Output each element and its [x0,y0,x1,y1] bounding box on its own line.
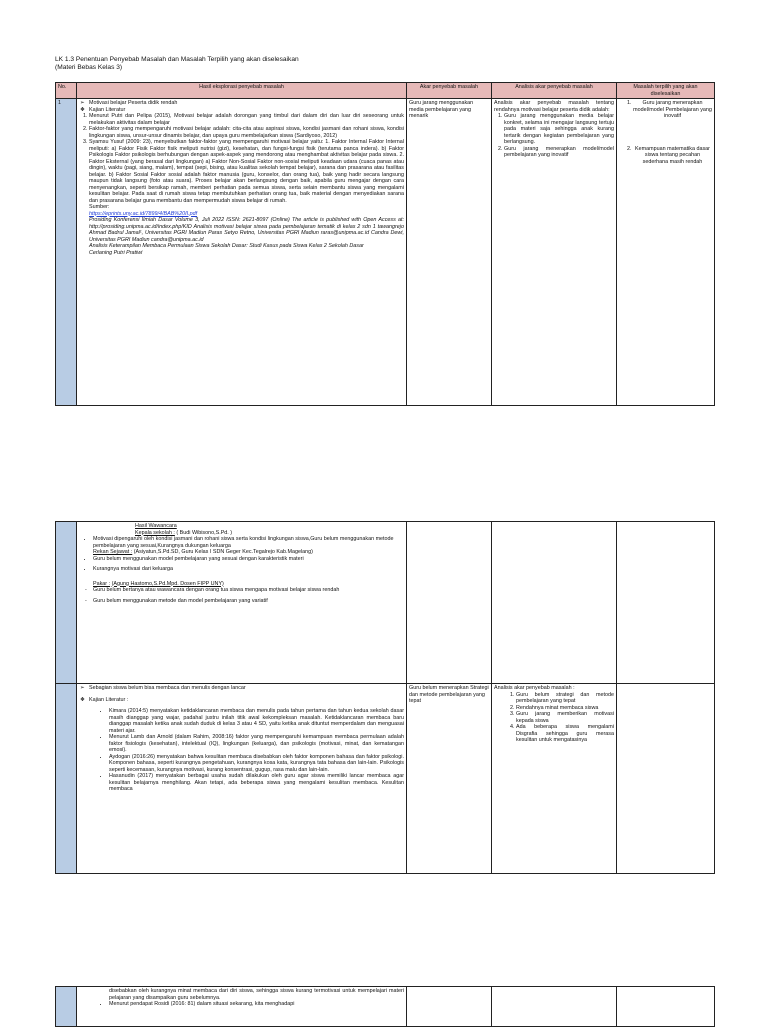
literature-point: • Menurut pendapat Rosidi (2016: 81) dalam situasi sekarang, kita menghadapi [109,1001,404,1008]
prosiding-text: Prosiding Konferensi Ilmiah Dasar Volume 3, Juli 2022 ISSN: 2621-8097 (Online) The article is published with Open Access at: http://prosiding.unipma.ac.id/index.php/KID Analisis motivasi belajar siswa pada pembelajaran tematik di kelas 2 sdn 1 tawangrejo Ahmad Badrul Jamal¹, Universitas PGRI Madiun Paras Setyo Retno, Universitas PGRI Madiun raras@unipma.ac.id Candra Dewi, Universitas PGRI Madiun candra@unipma.ac.id [89,217,404,243]
kepsek-name: ( Budi Wibisono,S.Pd. ) [176,529,233,536]
masalah-point: 2. Kemampuan matematika dasar siswa tentang pecahan sederhana masih rendah [633,146,712,166]
wawancara-cell [77,522,407,684]
analisis-intro: Analisis akar penyebab masalah tentang rendahnya motivasi belajar peserta didik adalah: [494,100,614,113]
analisis-point: 1. Guru jarang menggunakan media belajar konkret, selama ini mengajar langsung tertuju pada materi saja sehingga anak kurang tertarik dengan kegiatan pembelajaran yang berlangsung. [504,113,614,146]
literature-point: 1. Menurut Putri dan Pelipa (2015), Motivasi belajar adalah dorongan yang timbul dari dalam diri dan luar diri seseorang untuk melakukan aktivitas dalam belajar [89,113,404,126]
header-analisis: Analisis akar penyebab masalah [492,83,617,99]
analisis-cell [492,684,617,874]
continued-text: disebabkan oleh kurangnya minat membaca dari diri siswa, sehingga siswa kurang termotivasi untuk mempelajari materi pelajaran yang disampaikan guru sebelumnya. [109,988,404,1001]
row-number [56,522,77,684]
analisis-intro: Analisis akar penyebab masalah : [494,685,575,691]
arrow-item: ➢ Motivasi belajar Peserta didik rendah [89,100,404,107]
empty-cell [492,987,617,1027]
analisis-article-title: Analisis Keterampilan Membaca Permulaan Siswa Sekolah Dasar: Studi Kasus pada Siswa Kelas 2 Sekolah Dasar [89,243,364,249]
empty-cell [617,987,715,1027]
pakar-point: - Guru belum bertanya atau wawancara dengan orang tua siswa mengapa motivasi belajar siswa rendah [93,587,404,594]
table-page1 [55,82,715,406]
interview-bullet: • Kurangnya motivasi dari keluarga [93,566,404,573]
header-hasil: Hasil eksplorasi penyebab masalah [77,83,407,99]
interview-bullet: • Guru belum menggunakan model pembelajaran yang sesuai dengan karakteristik materi [93,556,404,563]
literature-point: • Aydogan (2016:26) menyatakan bahwa kesulitan membaca disebabkan oleh faktor komponen bahasa dan faktor psikologi. Komponen bahasa, seperti kurangnya pengetahuan, kurangnya kosa kata, kurangnya tata bahasa dan lain-lain. Psikologis seperti kecemasan, kurangnya motivasi, kurang konsentrasi, gugup, rasa malu dan lain-lain. [109,754,404,774]
kepsek-label: Kepala sekolah : [135,529,175,536]
table-row [56,522,715,684]
header-no: No. [56,83,77,99]
analisis-point: 4. Ada beberapa siswa mengalami Disgrafia sehingga guru merasa kesulitan untuk mengatasinya [516,724,614,744]
analisis-point: 1. Guru belum strategi dan metode pembelajaran yang tepat [516,692,614,705]
pakar-point: - Guru belum menggunakan metode dan model pembelajaran yang variatif [93,598,404,605]
analisis-point: 2. Rendahnya minat membaca siswa [516,705,614,712]
literature-point: • Menurut Lamb dan Arnold (dalam Rahim, 2008:16) faktor yang mempengaruhi kemampuan membaca permulaan adalah faktor fisiologis (kesehatan), intelektual (IQ), lingkungan (keluarga), dan psikologis (motivasi, minat, dan kematangan emosi). [109,734,404,754]
table-row [56,987,715,1027]
empty-cell [407,987,492,1027]
header-masalah: Masalah terpilih yang akan diselesaikan [617,83,715,99]
row-number [56,987,77,1027]
interview-bullet: • Motivasi dipengaruhi oleh kondisi jasmani dan rohani siswa serta kondisi lingkungan siswa,Guru belum menggunakan metode pembelajaran yang sesuai,Kurangnya dukungan keluarga [93,536,404,549]
table-header-row [56,83,715,99]
row-number [56,684,77,874]
hasil-cell [77,99,407,406]
analisis-point: 2. Guru jarang menerapkan model/model pembelajaran yang inovatif [504,146,614,159]
wawancara-title: Hasil Wawancara [135,523,177,529]
table-row [56,99,715,406]
analisis-cell [492,99,617,406]
kajian-label: ❖ Kajian Literatur : [89,697,404,704]
hasil-cell [77,987,407,1027]
masalah-cell [617,99,715,406]
literature-point: 3. Syamsu Yusuf (2009: 23), menyebutkan faktor-faktor yang mempengaruhi motivasi belajar yaitu: 1. Faktor Internal Faktor Internal meliputi: a) Faktor Fisik Faktor fisik meliputi nutrisi (gizi), kesehatan, dan fungsi-fungsi fisik (terutama panca indera). b) Faktor Psikologis Faktor psikologis berhubungan dengan aspek-aspek yang mendorong atau menghambat aktivitas belajar pada siswa. 2. Faktor Eksternal (yang berasal dari lingkungan) a) Faktor Non-Sosial Faktor non-sosial meliputi keadaan udara (cuaca panas atau dingin), waktu (pagi, siang, malam), tempat (sepi, bising, atau kualitas sekolah tempat belajar), sarana dan prasarana atau fasilitas belajar. b) Faktor Sosial Faktor sosial adalah faktor manusia (guru, konselor, dan orang tua), baik yang hadir secara langsung maupun tidak langsung (foto atau suara). Proses belajar akan berlangsung dengan baik, apabila guru mengajar dengan cara menyenangkan, seperti bersikap ramah, memberi perhatian pada semua siswa, serta selain membantu siswa yang mengalami kesulitan belajar. Pada saat di rumah siswa tetap membutuhkan perhatian orang tua, baik material dengan menyediakan sarana dan prasarana belajar guna membantu dan mempermudah siswa belajar di rumah. [89,139,404,204]
rekan-label: Rekan Sejawat : [93,549,133,555]
kajian-label: ❖ Kajian Literatur [89,107,404,114]
source-link[interactable]: https://eprints.uny.ac.id/7899/4/BAB%20II.pdf [89,210,198,217]
document-title-line1: LK 1.3 Penentuan Penyebab Masalah dan Masalah Terpilih yang akan diselesaikan [55,56,299,63]
document-title-line2: (Materi Bebas Kelas 3) [55,64,123,71]
literature-point: • Kimara (2014:5) menyatakan ketidaklancaran membaca dan menulis pada tahun pertama dan tahun kedua sekolah dasar masih dianggap yang wajar, padahal justru inilah titik awal kekompleksan masalah. Ketidaklancaran membaca baru dianggap masalah ketika anak sudah duduk di kelas 3 atau 4 SD, yaitu ketika anak dituntut memperdalam dan menguasai materi ajar. [109,708,404,734]
header-akar: Akar penyebab masalah [407,83,492,99]
table-page3 [55,986,715,1027]
empty-cell [407,522,492,684]
document-title [55,56,299,72]
hasil-cell [77,684,407,874]
masalah-point: 1. Guru jarang menerapkan model/model Pembelajaran yang inovatif [633,100,712,120]
row-number: 1 [56,99,77,406]
pakar-label: Pakar : [93,580,111,587]
pakar-name: (Agung Hastomo,S.Pd.Mpd. Dosen FIPP UNY) [111,580,224,587]
literature-point: • Hasanudin (2017) menyatakan berbagai usaha sudah dilakukan oleh guru agar siswa memiliki lancar membaca agar kesulitan belajarnya menghilang. Akan tetapi, ada beberapa siswa yang mengalami kesulitan membaca. Kesulitan membaca [109,773,404,793]
akar-cell: Guru jarang menggunakan media pembelajaran yang menarik [407,99,492,406]
empty-cell [492,522,617,684]
sumber-label: Sumber: [89,204,110,210]
rekan-name: (Asiyatun,S.Pd.SD, Guru Kelas I SDN Geger Kec.Tegalrejo Kab.Magelang) [133,549,313,555]
table-row [56,684,715,874]
literature-point: 2. Faktor-faktor yang mempengaruhi motivasi belajar adalah: cita-cita atau aspirasi siswa, kondisi jasmani dan rohani siswa, kondisi lingkungan siswa, unsur-unsur dinamis belajar, dan upaya guru membelajarkan siswa (Sardiyoso, 2012) [89,126,404,139]
table-page2 [55,521,715,874]
empty-cell [617,522,715,684]
analisis-point: 3. Guru jarang memberikan motivasi kepada siswa [516,711,614,724]
arrow-item: ➢ Sebagian siswa belum bisa membaca dan menulis dengan lancar [89,685,404,692]
empty-cell [617,684,715,874]
article-author: Cerlaning Putri Pratiwi [89,249,143,256]
akar-cell: Guru belum menerapkan Strategi dan metode pembelajaran yang tepat [407,684,492,874]
